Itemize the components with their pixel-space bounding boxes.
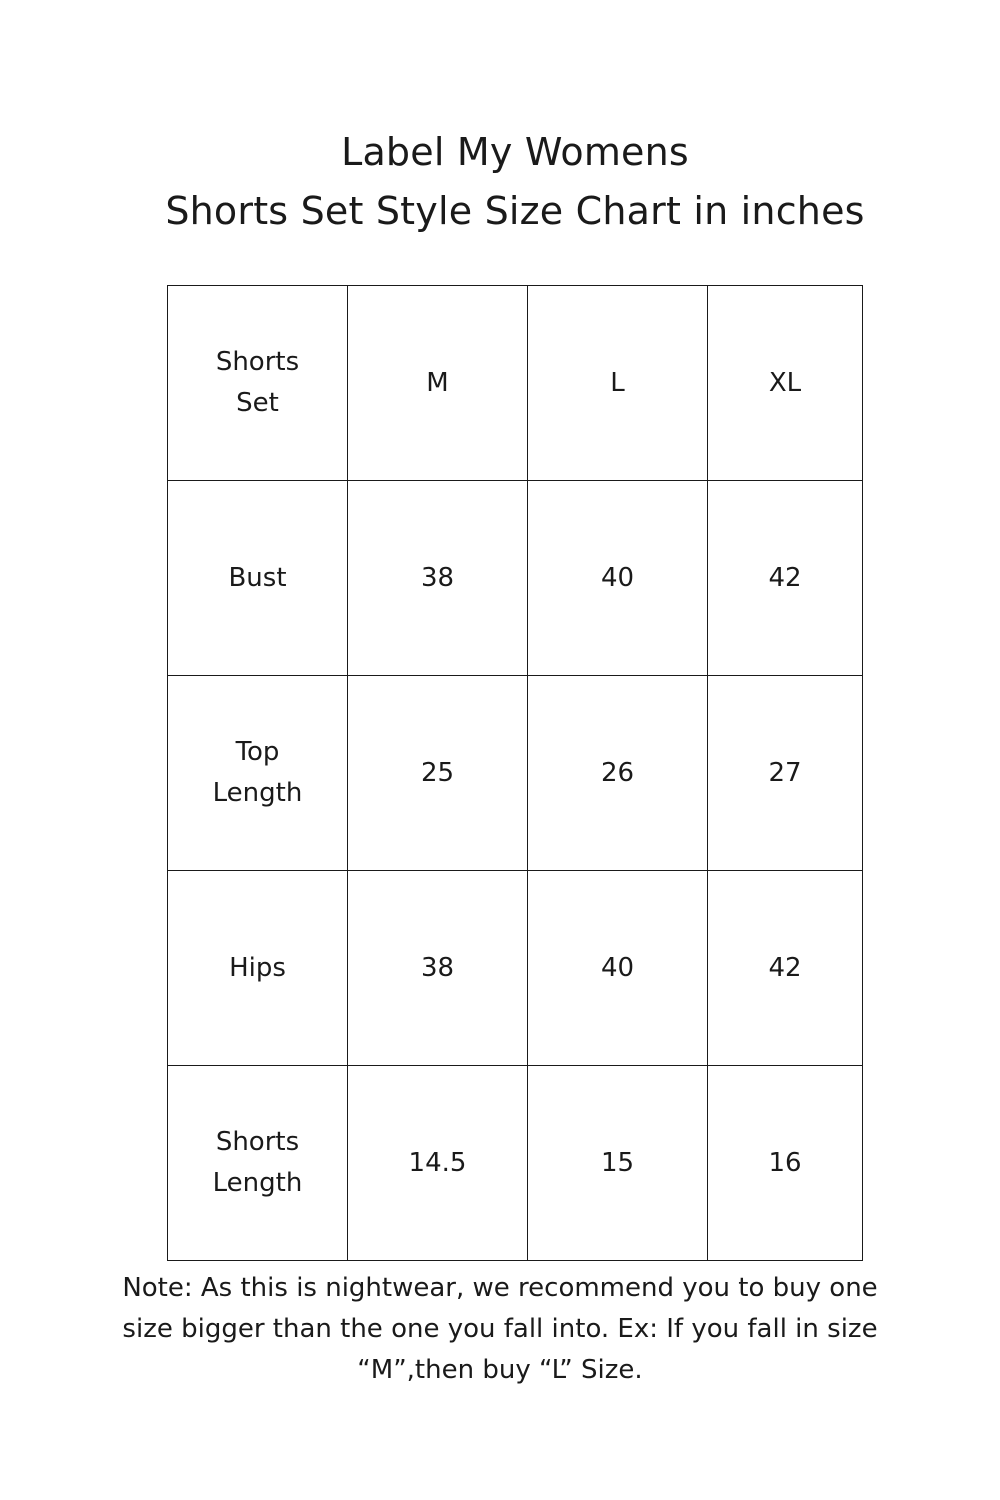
header-cell: M	[348, 286, 528, 481]
table-cell: 38	[348, 481, 528, 676]
table-cell: 38	[348, 871, 528, 1066]
table-cell: 42	[708, 481, 863, 676]
table-cell: 14.5	[348, 1066, 528, 1261]
row-label-cell: Top Length	[168, 676, 348, 871]
table-cell: 40	[528, 481, 708, 676]
size-chart-table	[167, 285, 863, 1261]
chart-title-line-1: Label My Womens	[341, 130, 689, 174]
table-cell: 25	[348, 676, 528, 871]
header-cell: L	[528, 286, 708, 481]
header-cell: XL	[708, 286, 863, 481]
sizing-note: Note: As this is nightwear, we recommend you to buy one size bigger than the one you fall into. Ex: If you fall in size “M”,then buy “L” Size.	[122, 1273, 878, 1385]
table-cell: 40	[528, 871, 708, 1066]
table-header-row	[168, 286, 863, 481]
row-label-cell: Bust	[168, 481, 348, 676]
header-cell: Shorts Set	[168, 286, 348, 481]
row-label-cell: Shorts Length	[168, 1066, 348, 1261]
table-row	[168, 676, 863, 871]
row-label-cell: Hips	[168, 871, 348, 1066]
table-row	[168, 871, 863, 1066]
table-cell: 26	[528, 676, 708, 871]
table-cell: 27	[708, 676, 863, 871]
table-row	[168, 1066, 863, 1261]
table-cell: 15	[528, 1066, 708, 1261]
table-cell: 16	[708, 1066, 863, 1261]
table-row	[168, 481, 863, 676]
chart-title-line-2: Shorts Set Style Size Chart in inches	[165, 189, 865, 233]
table-cell: 42	[708, 871, 863, 1066]
